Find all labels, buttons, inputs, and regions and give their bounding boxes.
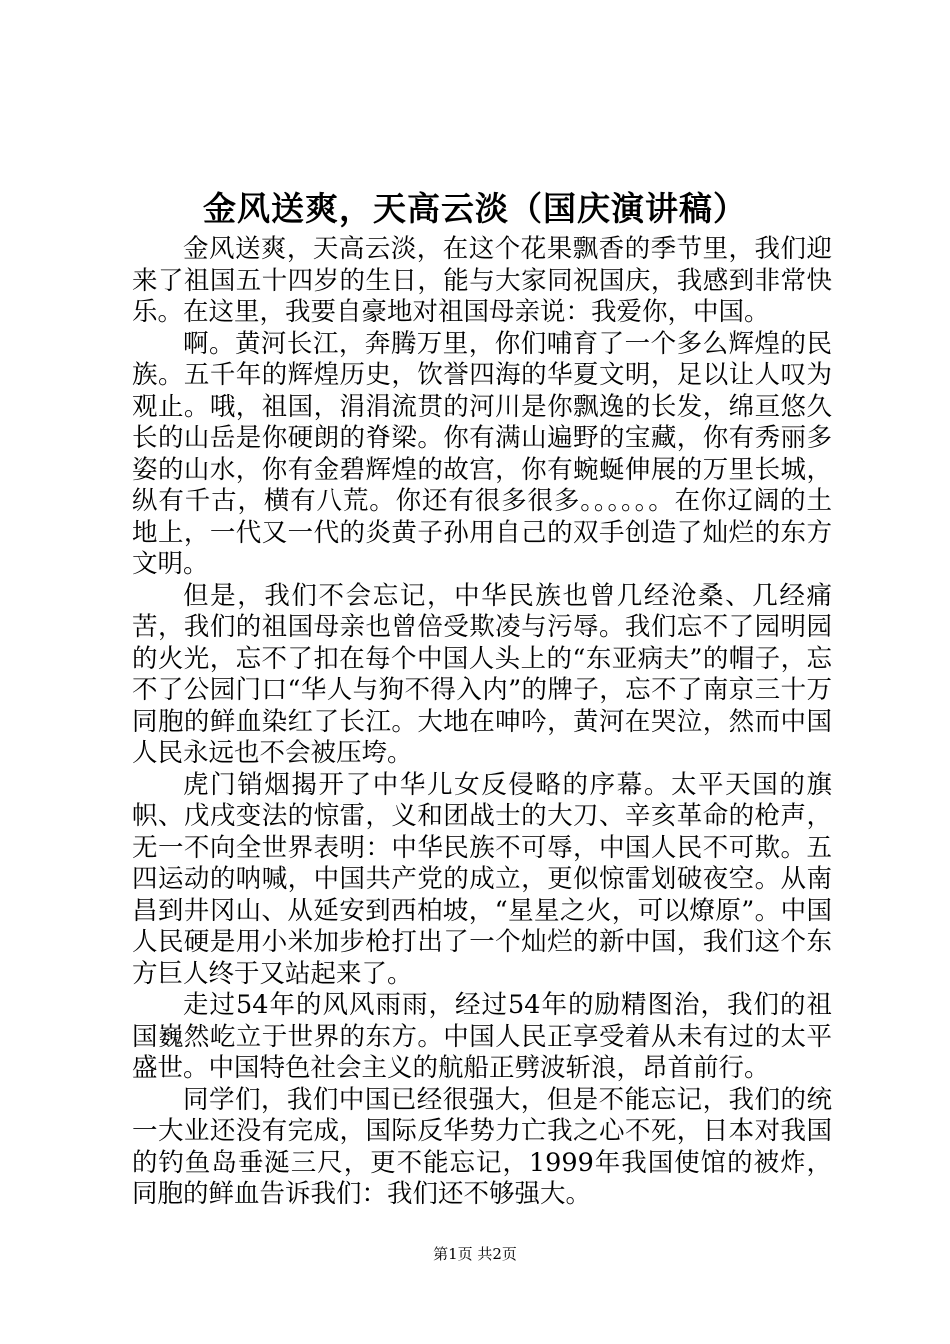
paragraph-1: 金风送爽，天高云淡，在这个花果飘香的季节里，我们迎来了祖国五十四岁的生日，能与大家同祝国庆，我感到非常快乐。在这里，我要自豪地对祖国母亲说：我爱你，中国。 (132, 234, 832, 327)
page-title: 金风送爽，天高云淡（国庆演讲稿） (203, 189, 747, 228)
paragraph-4: 虎门销烟揭开了中华儿女反侵略的序幕。太平天国的旗帜、戊戌变法的惊雷，义和团战士的大刀、辛亥革命的枪声，无一不向全世界表明：中华民族不可辱，中国人民不可欺。五四运动的呐喊，中国共产党的成立，更似惊雷划破夜空。从南昌到井冈山、从延安到西柏坡，“星星之火，可以燎原”。中国人民硬是用小米加步枪打出了一个灿烂的新中国，我们这个东方巨人终于又站起来了。 (132, 769, 832, 989)
paragraph-5: 走过54年的风风雨雨，经过54年的励精图治，我们的祖国巍然屹立于世界的东方。中国人民正享受着从未有过的太平盛世。中国特色社会主义的航船正劈波斩浪，昂首前行。 (132, 990, 832, 1083)
page-number-footer: 第1页 共2页 (433, 1245, 517, 1263)
speech-body (132, 234, 832, 1211)
paragraph-3: 但是，我们不会忘记，中华民族也曾几经沧桑、几经痛苦，我们的祖国母亲也曾倍受欺凌与污辱。我们忘不了园明园的火光，忘不了扣在每个中国人头上的“东亚病夫”的帽子，忘不了公园门口“华人与狗不得入内”的牌子，忘不了南京三十万同胞的鲜血染红了长江。大地在呻吟，黄河在哭泣，然而中国人民永远也不会被压垮。 (132, 580, 832, 768)
paragraph-2: 啊。黄河长江，奔腾万里，你们哺育了一个多么辉煌的民族。五千年的辉煌历史，饮誉四海的华夏文明，足以让人叹为观止。哦，祖国，涓涓流贯的河川是你飘逸的长发，绵亘悠久长的山岳是你硬朗的脊梁。你有满山遍野的宝藏，你有秀丽多姿的山水，你有金碧辉煌的故宫，你有蜿蜒伸展的万里长城，纵有千古，横有八荒。你还有很多很多。。。。。。在你辽阔的土地上，一代又一代的炎黄子孙用自己的双手创造了灿烂的东方文明。 (132, 328, 832, 579)
paragraph-6: 同学们，我们中国已经很强大，但是不能忘记，我们的统一大业还没有完成，国际反华势力亡我之心不死，日本对我国的钓鱼岛垂涎三尺，更不能忘记，1999年我国使馆的被炸，同胞的鲜血告诉我们：我们还不够强大。 (132, 1084, 832, 1209)
